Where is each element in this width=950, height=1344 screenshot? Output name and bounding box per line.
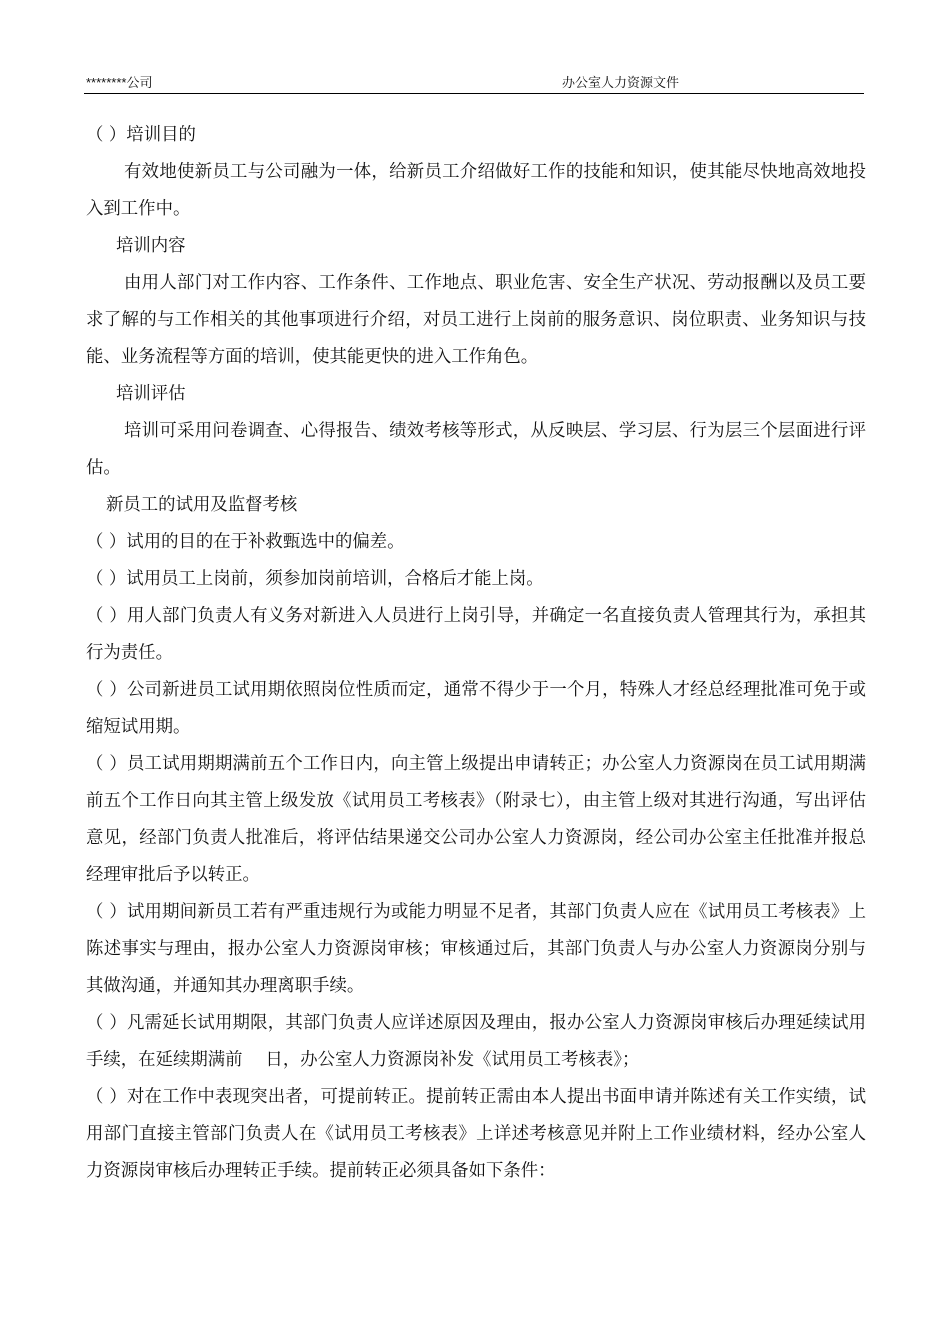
document-body [86, 117, 866, 1190]
heading-probation: 新员工的试用及监督考核 [106, 495, 298, 515]
heading-training-evaluation: 培训评估 [116, 384, 186, 404]
item-probation-extension: （ ）凡需延长试用期限，其部门负责人应详述原因及理由，报办公室人力资源岗审核后办理延续试用手续，在延续期满前 日，办公室人力资源岗补发《试用员工考核表》； [86, 1013, 866, 1070]
paragraph-training-evaluation: 培训可采用问卷调查、心得报告、绩效考核等形式，从反映层、学习层、行为层三个层面进行评估。 [86, 421, 866, 478]
item-pre-job-training: （ ）试用员工上岗前，须参加岗前培训，合格后才能上岗。 [86, 569, 544, 589]
item-probation-period: （ ）公司新进员工试用期依照岗位性质而定，通常不得少于一个月，特殊人才经总经理批准可免于或缩短试用期。 [86, 680, 866, 737]
paragraph-training-content: 由用人部门对工作内容、工作条件、工作地点、职业危害、安全生产状况、劳动报酬以及员工要求了解的与工作相关的其他事项进行介绍，对员工进行上岗前的服务意识、岗位职责、业务知识与技能、业务流程等方面的培训，使其能更快的进入工作角色。 [86, 273, 866, 367]
item-early-confirmation: （ ）对在工作中表现突出者，可提前转正。提前转正需由本人提出书面申请并陈述有关工作实绩，试用部门直接主管部门负责人在《试用员工考核表》上详述考核意见并附上工作业绩材料，经办公室人力资源岗审核后办理转正手续。提前转正必须具备如下条件： [86, 1087, 866, 1181]
item-department-guidance: （ ）用人部门负责人有义务对新进入人员进行上岗引导，并确定一名直接负责人管理其行为，承担其行为责任。 [86, 606, 866, 663]
page-header [84, 69, 864, 94]
item-probation-purpose: （ ）试用的目的在于补救甄选中的偏差。 [86, 532, 405, 552]
item-violation-handling: （ ）试用期间新员工若有严重违规行为或能力明显不足者，其部门负责人应在《试用员工考核表》上陈述事实与理由，报办公室人力资源岗审核；审核通过后，其部门负责人与办公室人力资源岗分别与其做沟通，并通知其办理离职手续。 [86, 902, 866, 996]
item-confirmation-process: （ ）员工试用期期满前五个工作日内，向主管上级提出申请转正；办公室人力资源岗在员工试用期满前五个工作日向其主管上级发放《试用员工考核表》（附录七），由主管上级对其进行沟通，写出评估意见，经部门负责人批准后，将评估结果递交公司办公室人力资源岗，经公司办公室主任批准并报总经理审批后予以转正。 [86, 754, 866, 885]
paragraph-training-purpose: 有效地使新员工与公司融为一体，给新员工介绍做好工作的技能和知识，使其能尽快地高效地投入到工作中。 [86, 162, 866, 219]
company-name: ********公司 [86, 75, 153, 90]
document-type: 办公室人力资源文件 [562, 75, 680, 90]
heading-training-content: 培训内容 [116, 236, 186, 256]
item-training-purpose: （ ）培训目的 [86, 125, 196, 145]
